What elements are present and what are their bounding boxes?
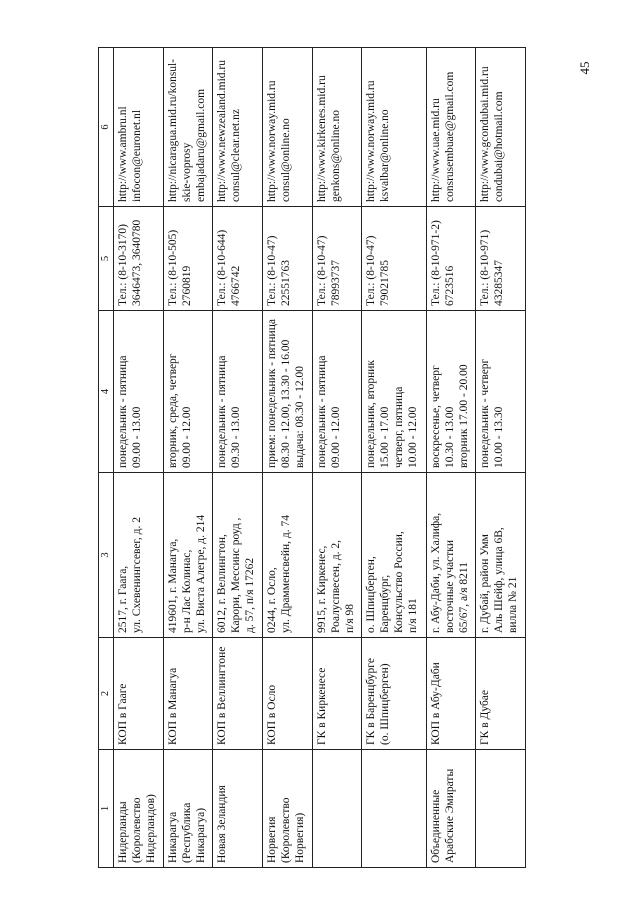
web-email-cell: [163, 48, 213, 207]
address-cell-text: г. Дубай, район Умм Аль Шейф, улица 6В, вилла № 21: [479, 527, 520, 633]
table-row: [312, 48, 362, 868]
address-cell-text: 419601, г. Манагуа, р-н Лас Колинас, ул. Виста Алегре, д. 214: [166, 514, 207, 633]
address-cell-text: 0244, г. Осло, ул. Драмменсвейн, д. 74: [265, 515, 292, 633]
address-cell: [262, 473, 312, 638]
phone-cell: [163, 207, 213, 311]
hours-cell: [312, 311, 362, 473]
table-row: [362, 48, 426, 868]
column-header: 6: [99, 48, 114, 207]
hours-cell-text: понедельник - пятница 09.00 - 13.00: [117, 355, 144, 468]
web-email-cell-text: http://www.newzealand.mid.ru consul@clear.net.nz: [216, 59, 243, 202]
country-cell: [163, 750, 213, 868]
address-cell: [312, 473, 362, 638]
web-email-cell-text: http://www.ambru.nl infocon@euronet.nl: [117, 106, 144, 202]
column-header: 3: [99, 473, 114, 638]
office-cell-text: ГК в Баренцбурге (о. Шпицберген): [365, 658, 392, 745]
office-cell-text: КОП в Абу-Даби: [429, 662, 442, 745]
hours-cell-text: понедельник, вторник 15.00 - 17.00 четверг, пятница 10.00 - 12.00: [365, 359, 420, 468]
phone-cell: [114, 207, 164, 311]
office-cell: [163, 638, 213, 750]
phone-cell: [476, 207, 526, 311]
phone-cell-text: Тел.: (8-10-47) 78993737: [315, 235, 342, 306]
address-cell: [426, 473, 476, 638]
table-row: [114, 48, 164, 868]
address-cell-text: 9915, г. Киркенес, Роалуспвесен, д. 2, п/я 98: [315, 539, 356, 633]
hours-cell-text: понедельник - четверг 10.00 - 13.30: [479, 358, 506, 468]
web-email-cell: [213, 48, 263, 207]
address-cell: [476, 473, 526, 638]
office-cell-text: КОП в Веллингтоне: [216, 646, 229, 745]
phone-cell-text: Тел.: (8-10-47) 22551763: [265, 235, 292, 306]
column-header: 2: [99, 638, 114, 750]
address-cell-text: 6012, г. Веллингтон, Карори, Мессинс роуд , д. 57, п/я 17262: [216, 517, 257, 633]
page-number: 45: [577, 61, 592, 75]
country-cell: [426, 750, 476, 868]
phone-cell-text: Тел.: (8-10-47) 79021785: [365, 235, 392, 306]
office-cell-text: ГК в Киркенесе: [315, 667, 328, 745]
hours-cell-text: понедельник - пятница 09.00 - 12.00: [315, 355, 342, 468]
office-cell-text: КОП в Гааге: [117, 683, 129, 745]
country-cell: [312, 750, 362, 868]
phone-cell-text: Тел.: (8-10-971) 43285347: [479, 229, 506, 306]
hours-cell: [114, 311, 164, 473]
country-cell: [114, 750, 164, 868]
web-email-cell: [312, 48, 362, 207]
country-cell-text: Новая Зеландия: [216, 785, 229, 863]
web-email-cell-text: http://www.kirkenes.mid.ru genkons@online.no: [315, 75, 342, 202]
consulates-table: [98, 47, 526, 868]
web-email-cell-text: http://www.uae.mid.ru consrusembuae@gmail.com: [429, 71, 456, 202]
table-row: [262, 48, 312, 868]
office-cell-text: КОП в Манагуа: [166, 667, 179, 745]
phone-cell: [312, 207, 362, 311]
phone-cell: [362, 207, 426, 311]
address-cell: [163, 473, 213, 638]
rotated-table-container: [98, 48, 526, 868]
office-cell: [312, 638, 362, 750]
table-header-row: [99, 48, 114, 868]
hours-cell: [163, 311, 213, 473]
table-row: [213, 48, 263, 868]
country-cell-text: Объединенные Арабские Эмираты: [429, 768, 456, 863]
web-email-cell: [114, 48, 164, 207]
office-cell: [262, 638, 312, 750]
phone-cell-text: Тел.: (8-10-971-2) 6723516: [429, 220, 456, 306]
web-email-cell: [476, 48, 526, 207]
phone-cell: [213, 207, 263, 311]
hours-cell: [476, 311, 526, 473]
address-cell: [362, 473, 426, 638]
web-email-cell: [262, 48, 312, 207]
hours-cell-text: прием: понедельник - пятница 08.30 - 12.00, 13.30 - 16.00 выдача: 08.30 - 12.00: [265, 319, 306, 468]
web-email-cell: [426, 48, 476, 207]
address-cell-text: о. Шпицберген, Баренцбург, Консульство России, п/я 181: [365, 531, 420, 633]
phone-cell: [426, 207, 476, 311]
country-cell-text: Норвегия (Королевство Норвегия): [265, 797, 306, 863]
phone-cell-text: Тел.: (8-10-3170) 3646473, 3640780: [117, 219, 144, 306]
phone-cell-text: Тел.: (8-10-644) 4766742: [216, 229, 243, 306]
hours-cell: [262, 311, 312, 473]
hours-cell: [426, 311, 476, 473]
phone-cell-text: Тел.: (8-10-505) 2760819: [166, 229, 193, 306]
office-cell: [362, 638, 426, 750]
web-email-cell-text: http://www.norway.mid.ru ksvalbar@online.no: [365, 80, 392, 202]
address-cell: [213, 473, 263, 638]
address-cell-text: г. Абу-Даби, ул. Халифа, восточные участки 65/67, а/я 8211: [429, 512, 470, 633]
office-cell: [476, 638, 526, 750]
column-header: 4: [99, 311, 114, 473]
country-cell-text: Никарагуа (Республика Никарагуа): [166, 802, 207, 863]
table-row: [476, 48, 526, 868]
country-cell: [262, 750, 312, 868]
web-email-cell-text: http://www.gcondubai.mid.ru condubai@hotmail.com: [479, 66, 506, 202]
hours-cell-text: понедельник - пятница 09.30 - 13.00: [216, 355, 243, 468]
country-cell-text: Нидерланды (Королевство Нидерландов): [117, 794, 158, 863]
country-cell: [362, 750, 426, 868]
country-cell: [476, 750, 526, 868]
address-cell-text: 2517, г. Гаага, ул. Схевенингсевег, д. 2: [117, 517, 144, 633]
office-cell-text: КОП в Осло: [265, 684, 278, 745]
hours-cell: [213, 311, 263, 473]
hours-cell-text: воскресенье, четверг 10.30 - 13.00 вторник 17.00 - 20.00: [429, 364, 470, 468]
web-email-cell-text: http://www.norway.mid.ru consul@online.no: [265, 80, 292, 202]
office-cell: [114, 638, 164, 750]
hours-cell: [362, 311, 426, 473]
office-cell: [213, 638, 263, 750]
column-header: 5: [99, 207, 114, 311]
table-row: [163, 48, 213, 868]
column-header: 1: [99, 750, 114, 868]
country-cell: [213, 750, 263, 868]
address-cell: [114, 473, 164, 638]
web-email-cell: [362, 48, 426, 207]
phone-cell: [262, 207, 312, 311]
office-cell-text: ГК в Дубае: [479, 689, 492, 745]
hours-cell-text: вторник, среда, четверг 09.00 - 12.00: [166, 353, 193, 468]
office-cell: [426, 638, 476, 750]
table-row: [426, 48, 476, 868]
web-email-cell-text: http://nicaragua.mid.ru/konsul- skie-voprosy embajadaru@gmail.com: [166, 58, 207, 202]
